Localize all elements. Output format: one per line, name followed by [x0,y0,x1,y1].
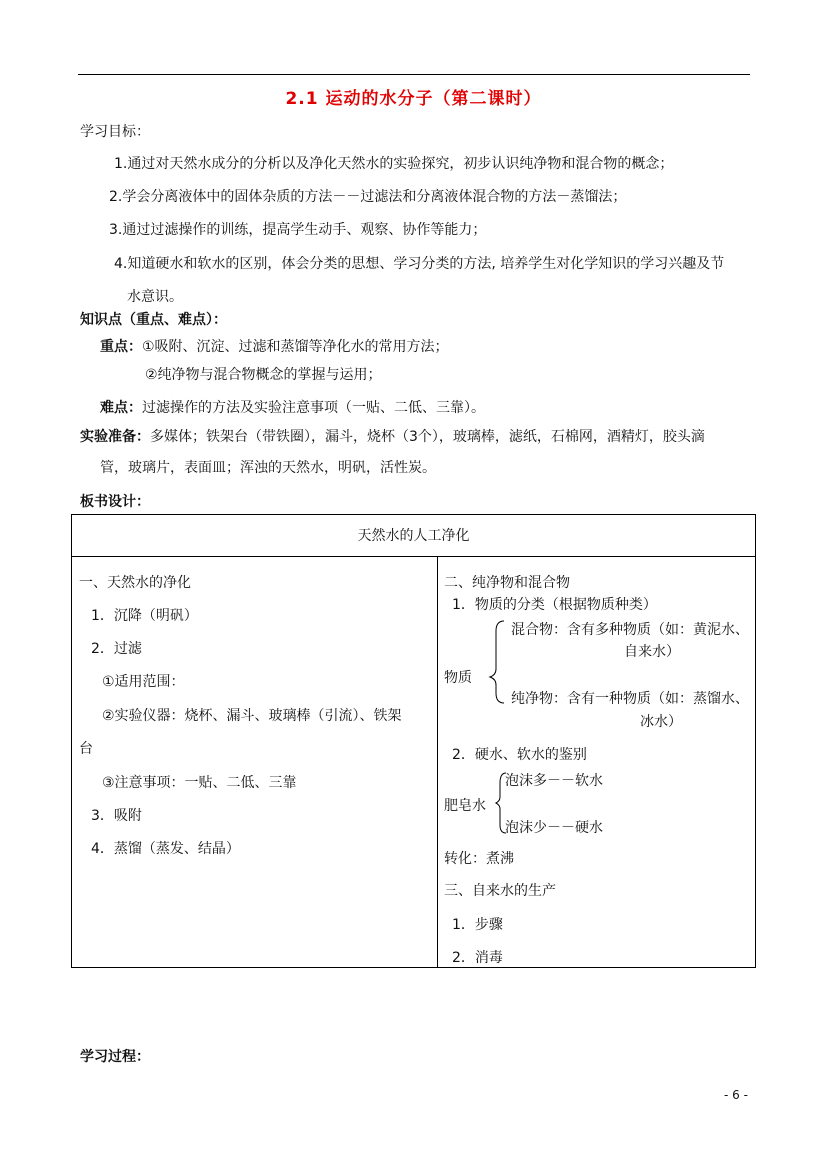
soap-water-label: 肥皂水 [444,798,486,814]
left-item-4: 4．蒸馏（蒸发、结晶） [91,841,240,857]
focus-line-2: ②纯净物与混合物概念的掌握与运用； [145,367,382,383]
objective-item-4: 4.知道硬水和软水的区别，体会分类的思想、学习分类的方法, 培养学生对化学知识的学习兴趣及节 [114,256,725,272]
objective-item-1: 1.通过对天然水成分的分析以及净化天然水的实验探究，初步认识纯净物和混合物的概念； [114,156,674,172]
left-section-title: 一、天然水的净化 [79,575,191,591]
mixture-line-1: 混合物：含有多种物质（如：黄泥水、 [511,622,749,638]
focus-text-1: ①吸附、沉淀、过滤和蒸馏等净化水的常用方法； [142,339,449,355]
prep-line-2: 管，玻璃片，表面皿；浑浊的天然水，明矾，活性炭。 [100,460,436,476]
foam-more: 泡沫多－－软水 [505,773,603,789]
prep-line-1 [80,426,705,446]
disinfect-item: 2．消毒 [452,950,503,966]
mixture-line-2: 自来水） [624,644,680,660]
hard-water-title: 2．硬水、软水的鉴别 [452,747,587,763]
objective-item-3: 3.通过过滤操作的训练，提高学生动手、观察、协作等能力； [109,222,487,238]
right-section-2: 二、纯净物和混合物 [444,575,570,591]
objective-item-2: 2.学会分离液体中的固体杂质的方法－－过滤法和分离液体混合物的方法－蒸馏法； [109,189,627,205]
difficulty-label: 难点： [100,400,142,416]
board-heading: 板书设计： [80,494,150,510]
key-points-heading: 知识点（重点、难点）： [80,312,227,328]
classification-title: 1．物质的分类（根据物质种类） [452,597,657,613]
page-title: 2.1 运动的水分子（第二课时） [285,89,542,109]
right-section-3: 三、自来水的生产 [444,883,556,899]
focus-label: 重点： [100,339,142,355]
prep-text-1: 多媒体；铁架台（带铁圈），漏斗，烧杯（3个），玻璃棒，滤纸，石棉网，酒精灯，胶头滴 [150,429,705,445]
board-title: 天然水的人工净化 [357,528,470,544]
left-sub-3: ③注意事项：一贴、二低、三靠 [102,775,297,791]
difficulty-text: 过滤操作的方法及实验注意事项（一贴、二低、三靠）。 [142,400,485,416]
prep-label: 实验准备： [80,429,150,445]
pure-line-1: 纯净物：含有一种物质（如：蒸馏水、 [511,691,749,707]
board-table [71,514,756,968]
step-item: 1．步骤 [452,917,503,933]
left-sub-2: ②实验仪器：烧杯、漏斗、玻璃棒（引流）、铁架 [102,708,402,724]
header-rule [78,74,750,75]
difficulty-line [100,397,485,417]
left-item-3: 3．吸附 [91,808,142,824]
focus-line-1 [100,336,449,356]
soap-brace [72,515,757,969]
page-number: - 6 - [724,1088,748,1102]
left-item-2: 2．过滤 [91,641,142,657]
objective-item-4-cont: 水意识。 [127,289,183,305]
left-sub-2-cont: 台 [79,741,93,757]
matter-label: 物质 [444,670,472,686]
process-heading: 学习过程： [80,1049,150,1065]
left-item-1: 1．沉降（明矾） [91,608,198,624]
foam-less: 泡沫少－－硬水 [505,820,603,836]
pure-line-2: 冰水） [640,714,682,730]
objectives-heading: 学习目标： [80,124,150,140]
left-sub-1: ①适用范围： [102,674,185,690]
convert-line: 转化：煮沸 [444,851,514,867]
